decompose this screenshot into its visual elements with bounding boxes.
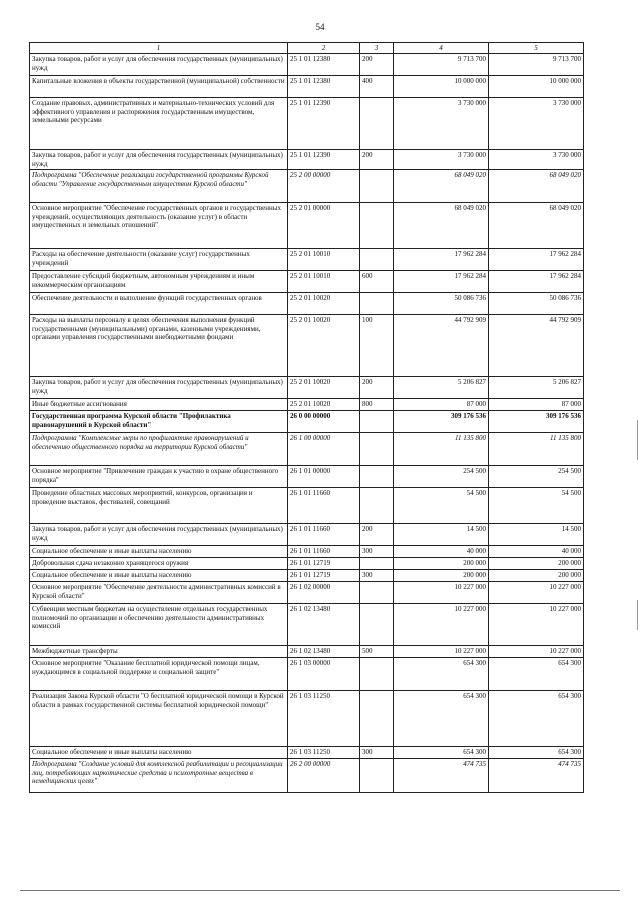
row-amount-2-cell: 3 730 000 xyxy=(489,98,584,150)
row-type-cell xyxy=(360,203,394,249)
row-amount-2-cell: 68 049 020 xyxy=(489,170,584,203)
row-amount-2-cell: 10 227 000 xyxy=(489,604,584,646)
table-row xyxy=(30,558,584,570)
row-type-cell: 200 xyxy=(360,150,394,170)
row-type-cell xyxy=(360,759,394,793)
row-type-cell xyxy=(360,488,394,524)
row-amount-1-cell: 474 735 xyxy=(394,759,489,793)
table-body xyxy=(30,54,584,793)
row-code-cell: 26 1 02 13480 xyxy=(288,604,360,646)
table-row xyxy=(30,399,584,411)
row-name-cell: Межбюджетные трансферты xyxy=(30,646,288,658)
table-row xyxy=(30,747,584,759)
table-row xyxy=(30,524,584,546)
row-amount-1-cell: 309 176 536 xyxy=(394,411,489,433)
row-code-cell: 25 2 01 00000 xyxy=(288,203,360,249)
row-code-cell: 26 1 01 00000 xyxy=(288,466,360,488)
row-amount-1-cell: 254 500 xyxy=(394,466,489,488)
row-code-cell: 25 2 01 10020 xyxy=(288,293,360,315)
table-row xyxy=(30,488,584,524)
row-type-cell xyxy=(360,249,394,271)
row-type-cell: 200 xyxy=(360,377,394,399)
row-amount-1-cell: 17 962 284 xyxy=(394,249,489,271)
row-amount-2-cell: 40 000 xyxy=(489,546,584,558)
table-row xyxy=(30,98,584,150)
row-amount-1-cell: 3 730 000 xyxy=(394,98,489,150)
row-name-cell: Расходы на выплаты персоналу в целях обеспечения выполнения функций государственными (муниципальными) органами, казенными учреждениями, органами управления государственными внебюджетными фондами xyxy=(30,315,288,377)
row-name-cell: Закупка товаров, работ и услуг для обеспечения государственных (муниципальных) нужд xyxy=(30,54,288,76)
row-code-cell: 26 1 02 13480 xyxy=(288,646,360,658)
row-amount-2-cell: 9 713 700 xyxy=(489,54,584,76)
row-name-cell: Субвенции местным бюджетам на осуществление отдельных государственных полномочий по организации и обеспечению деятельности административных комиссий xyxy=(30,604,288,646)
table-row xyxy=(30,293,584,315)
header-col-4: 4 xyxy=(394,43,489,54)
table-row xyxy=(30,759,584,793)
row-type-cell: 300 xyxy=(360,546,394,558)
table-row xyxy=(30,433,584,466)
row-code-cell: 25 2 01 10010 xyxy=(288,249,360,271)
table-row xyxy=(30,604,584,646)
row-type-cell: 100 xyxy=(360,315,394,377)
row-type-cell xyxy=(360,604,394,646)
header-col-5: 5 xyxy=(489,43,584,54)
row-code-cell: 26 1 01 12719 xyxy=(288,570,360,582)
row-type-cell: 200 xyxy=(360,524,394,546)
table-row xyxy=(30,315,584,377)
table-row xyxy=(30,76,584,98)
row-amount-1-cell: 50 086 736 xyxy=(394,293,489,315)
row-name-cell: Подпрограмма "Комплексные меры по профилактике правонарушений и обеспечению общественного порядка на территории Курской области" xyxy=(30,433,288,466)
row-code-cell: 25 2 01 10010 xyxy=(288,271,360,293)
row-amount-2-cell: 10 227 000 xyxy=(489,646,584,658)
table-row xyxy=(30,203,584,249)
row-amount-2-cell: 200 000 xyxy=(489,558,584,570)
row-type-cell xyxy=(360,658,394,691)
table-row xyxy=(30,546,584,558)
row-amount-2-cell: 11 135 800 xyxy=(489,433,584,466)
row-code-cell: 26 1 03 11250 xyxy=(288,747,360,759)
row-name-cell: Основное мероприятие "Оказание бесплатной юридической помощи лицам, нуждающимся в социальной поддержке и социальной защите" xyxy=(30,658,288,691)
row-amount-2-cell: 54 500 xyxy=(489,488,584,524)
table-row xyxy=(30,150,584,170)
row-name-cell: Социальное обеспечение и иные выплаты населению xyxy=(30,570,288,582)
row-amount-1-cell: 54 500 xyxy=(394,488,489,524)
row-amount-2-cell: 654 300 xyxy=(489,691,584,747)
row-amount-2-cell: 87 000 xyxy=(489,399,584,411)
row-amount-2-cell: 17 962 284 xyxy=(489,271,584,293)
row-amount-1-cell: 17 962 284 xyxy=(394,271,489,293)
table-row xyxy=(30,54,584,76)
row-type-cell: 300 xyxy=(360,570,394,582)
row-amount-2-cell: 3 730 000 xyxy=(489,150,584,170)
row-amount-2-cell: 654 300 xyxy=(489,747,584,759)
row-amount-1-cell: 14 500 xyxy=(394,524,489,546)
table-row xyxy=(30,466,584,488)
row-name-cell: Подпрограмма "Обеспечение реализации государственной программы Курской области "Управление государственным имуществом Курской области" xyxy=(30,170,288,203)
row-name-cell: Основное мероприятие "Привлечение граждан к участию в охране общественного порядка" xyxy=(30,466,288,488)
row-code-cell: 26 1 02 00000 xyxy=(288,582,360,604)
row-type-cell xyxy=(360,170,394,203)
row-name-cell: Основное мероприятие "Обеспечение государственных органов и государственных учреждений, осуществляющих деятельность (оказание услуг) в области имущественных и земельных отношений" xyxy=(30,203,288,249)
table-row xyxy=(30,570,584,582)
row-amount-1-cell: 10 227 000 xyxy=(394,604,489,646)
table-row xyxy=(30,249,584,271)
table-row xyxy=(30,646,584,658)
table-row xyxy=(30,411,584,433)
row-name-cell: Закупка товаров, работ и услуг для обеспечения государственных (муниципальных) нужд xyxy=(30,150,288,170)
table-row xyxy=(30,691,584,747)
table-row xyxy=(30,582,584,604)
row-type-cell: 800 xyxy=(360,399,394,411)
row-amount-1-cell: 10 000 000 xyxy=(394,76,489,98)
scan-edge-mark xyxy=(637,600,638,630)
row-name-cell: Иные бюджетные ассигнования xyxy=(30,399,288,411)
row-code-cell: 26 0 00 00000 xyxy=(288,411,360,433)
row-amount-1-cell: 654 300 xyxy=(394,658,489,691)
row-name-cell: Реализация Закона Курской области "О бесплатной юридической помощи в Курской области в рамках государственной системы бесплатной юридической помощи" xyxy=(30,691,288,747)
budget-table xyxy=(29,42,584,793)
row-code-cell: 26 1 03 00000 xyxy=(288,658,360,691)
row-type-cell xyxy=(360,98,394,150)
row-amount-2-cell: 50 086 736 xyxy=(489,293,584,315)
row-name-cell: Подпрограмма "Создание условий для комплексной реабилитации и ресоциализации лиц, потребляющих наркотические средства и психотропные вещества в немедицинских целях" xyxy=(30,759,288,793)
row-name-cell: Социальное обеспечение и иные выплаты населению xyxy=(30,546,288,558)
row-code-cell: 26 1 01 12719 xyxy=(288,558,360,570)
row-amount-1-cell: 654 300 xyxy=(394,691,489,747)
row-amount-1-cell: 68 049 020 xyxy=(394,170,489,203)
row-code-cell: 26 1 00 00000 xyxy=(288,433,360,466)
row-type-cell xyxy=(360,433,394,466)
row-amount-1-cell: 5 206 827 xyxy=(394,377,489,399)
row-type-cell: 300 xyxy=(360,747,394,759)
row-amount-1-cell: 44 792 909 xyxy=(394,315,489,377)
row-code-cell: 25 2 01 10020 xyxy=(288,377,360,399)
header-col-2: 2 xyxy=(288,43,360,54)
row-code-cell: 26 1 01 11660 xyxy=(288,488,360,524)
row-amount-2-cell: 254 500 xyxy=(489,466,584,488)
row-amount-1-cell: 68 049 020 xyxy=(394,203,489,249)
row-code-cell: 26 1 01 11660 xyxy=(288,524,360,546)
row-amount-1-cell: 10 227 000 xyxy=(394,646,489,658)
row-type-cell: 400 xyxy=(360,76,394,98)
header-col-3: 3 xyxy=(360,43,394,54)
row-type-cell xyxy=(360,558,394,570)
row-code-cell: 25 2 01 10020 xyxy=(288,315,360,377)
row-amount-1-cell: 654 300 xyxy=(394,747,489,759)
row-code-cell: 26 1 03 11250 xyxy=(288,691,360,747)
row-name-cell: Обеспечение деятельности и выполнение функций государственных органов xyxy=(30,293,288,315)
row-amount-1-cell: 3 730 000 xyxy=(394,150,489,170)
row-name-cell: Добровольная сдача незаконно хранящегося оружия xyxy=(30,558,288,570)
row-type-cell: 500 xyxy=(360,646,394,658)
row-amount-1-cell: 11 135 800 xyxy=(394,433,489,466)
row-name-cell: Проведение областных массовых мероприятий, конкурсов, организация и проведение выставок, фестивалей, совещаний xyxy=(30,488,288,524)
row-amount-2-cell: 654 300 xyxy=(489,658,584,691)
row-amount-2-cell: 309 176 536 xyxy=(489,411,584,433)
table-row xyxy=(30,170,584,203)
row-amount-2-cell: 10 000 000 xyxy=(489,76,584,98)
row-amount-2-cell: 14 500 xyxy=(489,524,584,546)
row-name-cell: Предоставление субсидий бюджетным, автономным учреждениям и иным некоммерческим организациям xyxy=(30,271,288,293)
scan-edge-mark xyxy=(637,420,638,460)
row-type-cell xyxy=(360,293,394,315)
row-amount-1-cell: 10 227 000 xyxy=(394,582,489,604)
row-amount-2-cell: 68 049 020 xyxy=(489,203,584,249)
table-row xyxy=(30,658,584,691)
header-col-1: 1 xyxy=(30,43,288,54)
table-row xyxy=(30,271,584,293)
row-name-cell: Основное мероприятие "Обеспечение деятельности административных комиссий в Курской области" xyxy=(30,582,288,604)
row-code-cell: 25 1 01 12380 xyxy=(288,76,360,98)
row-code-cell: 25 1 01 12380 xyxy=(288,54,360,76)
row-code-cell: 25 1 01 12390 xyxy=(288,150,360,170)
row-amount-2-cell: 10 227 000 xyxy=(489,582,584,604)
row-code-cell: 25 2 00 00000 xyxy=(288,170,360,203)
row-amount-2-cell: 44 792 909 xyxy=(489,315,584,377)
row-name-cell: Социальное обеспечение и иные выплаты населению xyxy=(30,747,288,759)
row-amount-1-cell: 200 000 xyxy=(394,570,489,582)
row-code-cell: 25 1 01 12390 xyxy=(288,98,360,150)
table-header-row xyxy=(30,43,584,54)
row-type-cell xyxy=(360,582,394,604)
row-amount-1-cell: 9 713 700 xyxy=(394,54,489,76)
row-name-cell: Государственная программа Курской области "Профилактика правонарушений в Курской области" xyxy=(30,411,288,433)
row-name-cell: Создание правовых, административных и материально-технических условий для эффективного управления и распоряжения государственным имуществом, земельными ресурсами xyxy=(30,98,288,150)
row-amount-1-cell: 200 000 xyxy=(394,558,489,570)
row-type-cell: 200 xyxy=(360,54,394,76)
row-type-cell xyxy=(360,466,394,488)
row-amount-2-cell: 474 735 xyxy=(489,759,584,793)
row-amount-2-cell: 17 962 284 xyxy=(489,249,584,271)
row-type-cell xyxy=(360,691,394,747)
row-code-cell: 26 1 01 11660 xyxy=(288,546,360,558)
row-amount-2-cell: 200 000 xyxy=(489,570,584,582)
row-name-cell: Закупка товаров, работ и услуг для обеспечения государственных (муниципальных) нужд xyxy=(30,377,288,399)
page-number: 54 xyxy=(315,22,325,32)
row-name-cell: Расходы на обеспечение деятельности (оказание услуг) государственных учреждений xyxy=(30,249,288,271)
row-type-cell xyxy=(360,411,394,433)
row-name-cell: Закупка товаров, работ и услуг для обеспечения государственных (муниципальных) нужд xyxy=(30,524,288,546)
table-row xyxy=(30,377,584,399)
bottom-rule xyxy=(20,890,620,891)
row-amount-1-cell: 87 000 xyxy=(394,399,489,411)
row-code-cell: 25 2 01 10020 xyxy=(288,399,360,411)
row-amount-1-cell: 40 000 xyxy=(394,546,489,558)
row-type-cell: 600 xyxy=(360,271,394,293)
row-name-cell: Капитальные вложения в объекты государственной (муниципальной) собственности xyxy=(30,76,288,98)
row-amount-2-cell: 5 206 827 xyxy=(489,377,584,399)
row-code-cell: 26 2 00 00000 xyxy=(288,759,360,793)
